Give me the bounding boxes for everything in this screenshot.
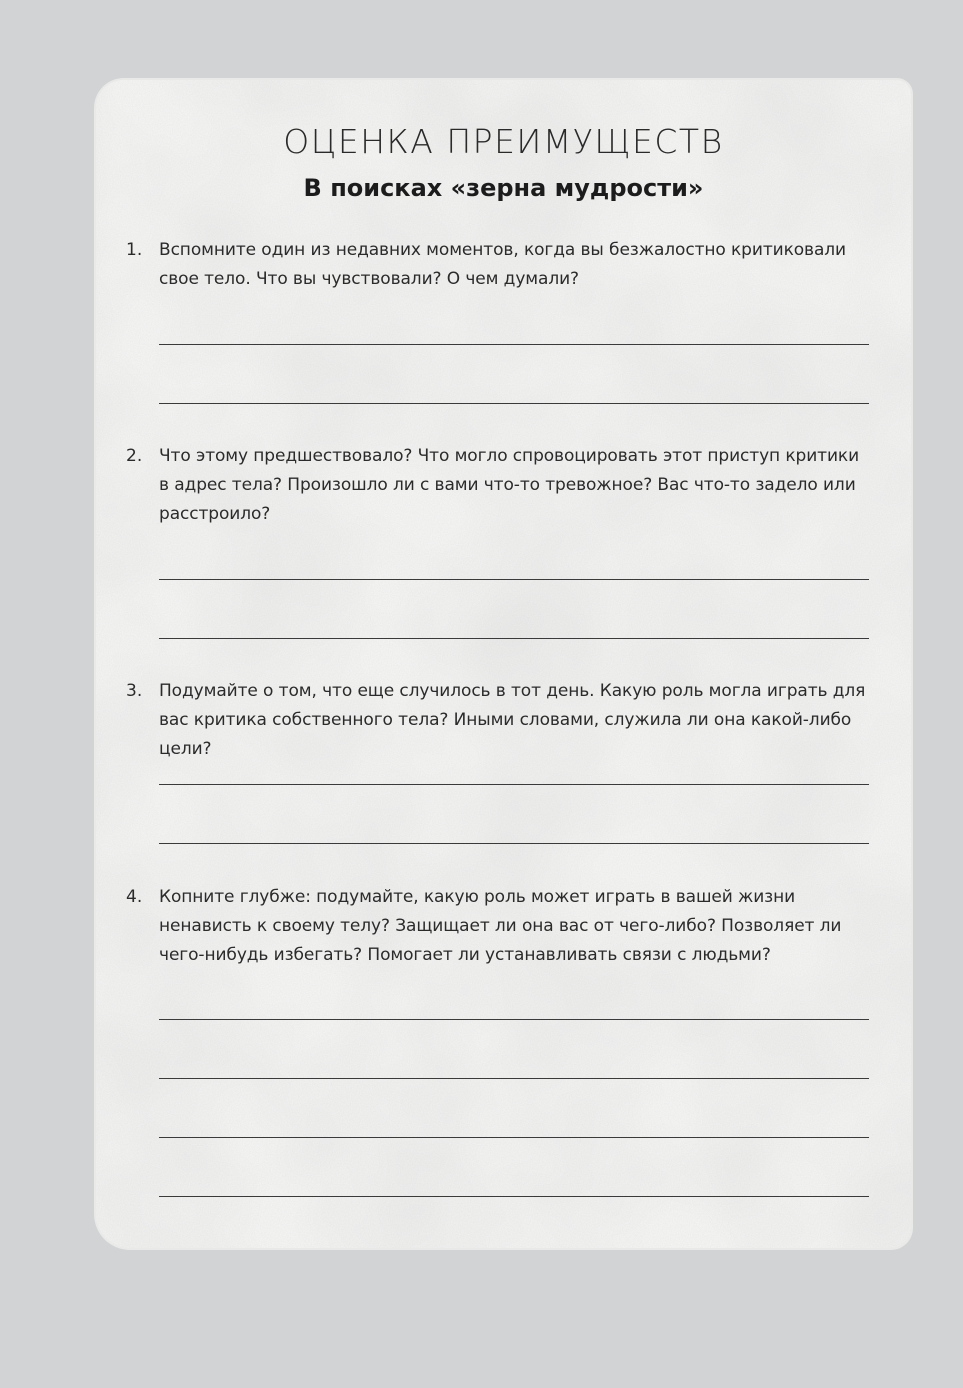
question-number: 2. xyxy=(126,446,143,466)
answer-line[interactable] xyxy=(159,784,869,785)
worksheet-paper xyxy=(96,80,911,1248)
question-text: Что этому предшествовало? Что могло спровоцировать этот приступ критики в адрес тела? Произошло ли с вами что-то тревожное? Вас что-то задело или расстроило? xyxy=(159,446,860,524)
answer-line[interactable] xyxy=(159,1196,869,1197)
question-text: Вспомните один из недавних моментов, когда вы безжалостно критиковали свое тело. Что вы чувствовали? О чем думали? xyxy=(159,240,846,289)
answer-line[interactable] xyxy=(159,344,869,345)
answer-line[interactable] xyxy=(159,1019,869,1020)
page-subtitle: В поисках «зерна мудрости» xyxy=(303,174,704,202)
question-text: Копните глубже: подумайте, какую роль может играть в вашей жизни ненависть к своему телу? Защищает ли она вас от чего-либо? Позволяет ли чего-нибудь избегать? Помогает ли устанавливать связи с людьми? xyxy=(159,887,842,965)
answer-line[interactable] xyxy=(159,403,869,404)
page-title: ОЦЕНКА ПРЕИМУЩЕСТВ xyxy=(283,122,724,161)
question-number: 1. xyxy=(126,240,143,260)
answer-line[interactable] xyxy=(159,1137,869,1138)
question-text: Подумайте о том, что еще случилось в тот день. Какую роль могла играть для вас критика собственного тела? Иными словами, служила ли она какой-либо цели? xyxy=(159,681,866,759)
answer-line[interactable] xyxy=(159,579,869,580)
question-number: 4. xyxy=(126,887,143,907)
answer-line[interactable] xyxy=(159,638,869,639)
answer-line[interactable] xyxy=(159,843,869,844)
answer-line[interactable] xyxy=(159,1078,869,1079)
question-number: 3. xyxy=(126,681,143,701)
